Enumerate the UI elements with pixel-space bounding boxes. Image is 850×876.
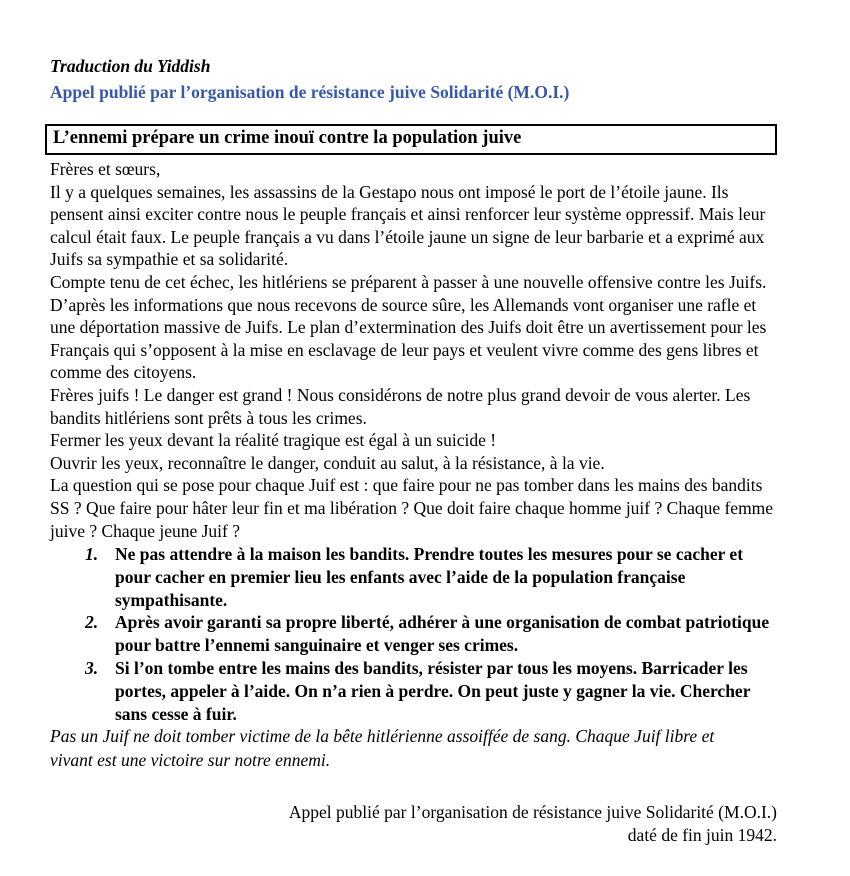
body-paragraph: Fermer les yeux devant la réalité tragique est égal à un suicide !: [50, 430, 497, 451]
boxed-headline: L’ennemi prépare un crime inouï contre la population juive: [45, 124, 777, 155]
list-item-number: 3.: [85, 658, 99, 679]
body-paragraph: Frères et sœurs,: [50, 159, 161, 179]
translation-note: Traduction du Yiddish: [50, 56, 211, 76]
publication-heading: Appel publié par l’organisation de résistance juive Solidarité (M.O.I.): [50, 82, 570, 102]
body-paragraph: Il y a quelques semaines, les assassins de la Gestapo nous ont imposé le port de l’étoile jaune. Ils pensent ainsi exciter contre nous le peuple français et ainsi renforcer leur système oppressif. Mais leur calcul était faux. Le peuple français a vu dans l’étoile jaune un signe de leur barbarie et a exprimé aux Juifs sa sympathie et sa solidarité.: [50, 181, 766, 270]
body-paragraph: La question qui se pose pour chaque Juif est : que faire pour ne pas tomber dans les mains des bandits SS ? Que faire pour hâter leur fin et ma libération ? Que doit faire chaque homme juif ? Chaque femme juive ? Chaque jeune Juif ?: [50, 475, 774, 541]
list-item-number: 1.: [85, 544, 99, 565]
list-item: [50, 657, 777, 725]
closing-statement: Pas un Juif ne doit tomber victime de la bête hitlérienne assoiffée de sang. Chaque Juif libre et vivant est une victoire sur notre ennemi.: [50, 726, 715, 770]
list-item-text: Ne pas attendre à la maison les bandits. Prendre toutes les mesures pour se cacher et pour cacher en premier lieu les enfants avec l’aide de la population française sympathisante.: [115, 544, 744, 610]
list-item: [50, 611, 777, 657]
list-item-number: 2.: [85, 612, 99, 633]
list-item-text: Si l’on tombe entre les mains des bandits, résister par tous les moyens. Barricader les portes, appeler à l’aide. On n’a rien à perdre. On peut juste y gagner la vie. Chercher sans cesse à fuir.: [115, 658, 751, 724]
list-item: [50, 543, 777, 611]
list-item-text: Après avoir garanti sa propre liberté, adhérer à une organisation de combat patriotique pour battre l’ennemi sanguinaire et venger ses crimes.: [115, 612, 770, 656]
body-paragraph: Ouvrir les yeux, reconnaître le danger, conduit au salut, à la résistance, à la vie.: [50, 452, 605, 473]
body-paragraph: Compte tenu de cet échec, les hitlériens se préparent à passer à une nouvelle offensive contre les Juifs. D’après les informations que nous recevons de source sûre, les Allemands vont organiser une rafle et une déportation massive de Juifs. Le plan d’extermination des Juifs doit être un avertissement pour les Français qui s’opposent à la mise en esclavage de leur pays et veulent vivre comme des gens libres et comme des citoyens.: [50, 271, 767, 383]
body-paragraph: Frères juifs ! Le danger est grand ! Nous considérons de notre plus grand devoir de vous alerter. Les bandits hitlériens sont prêts à tous les crimes.: [50, 384, 751, 428]
footer-line: daté de fin juin 1942.: [627, 825, 777, 846]
footer-attribution: [50, 801, 777, 847]
footer-line: Appel publié par l’organisation de résistance juive Solidarité (M.O.I.): [288, 802, 777, 823]
body-text: [50, 158, 777, 542]
instruction-list: [50, 543, 777, 725]
